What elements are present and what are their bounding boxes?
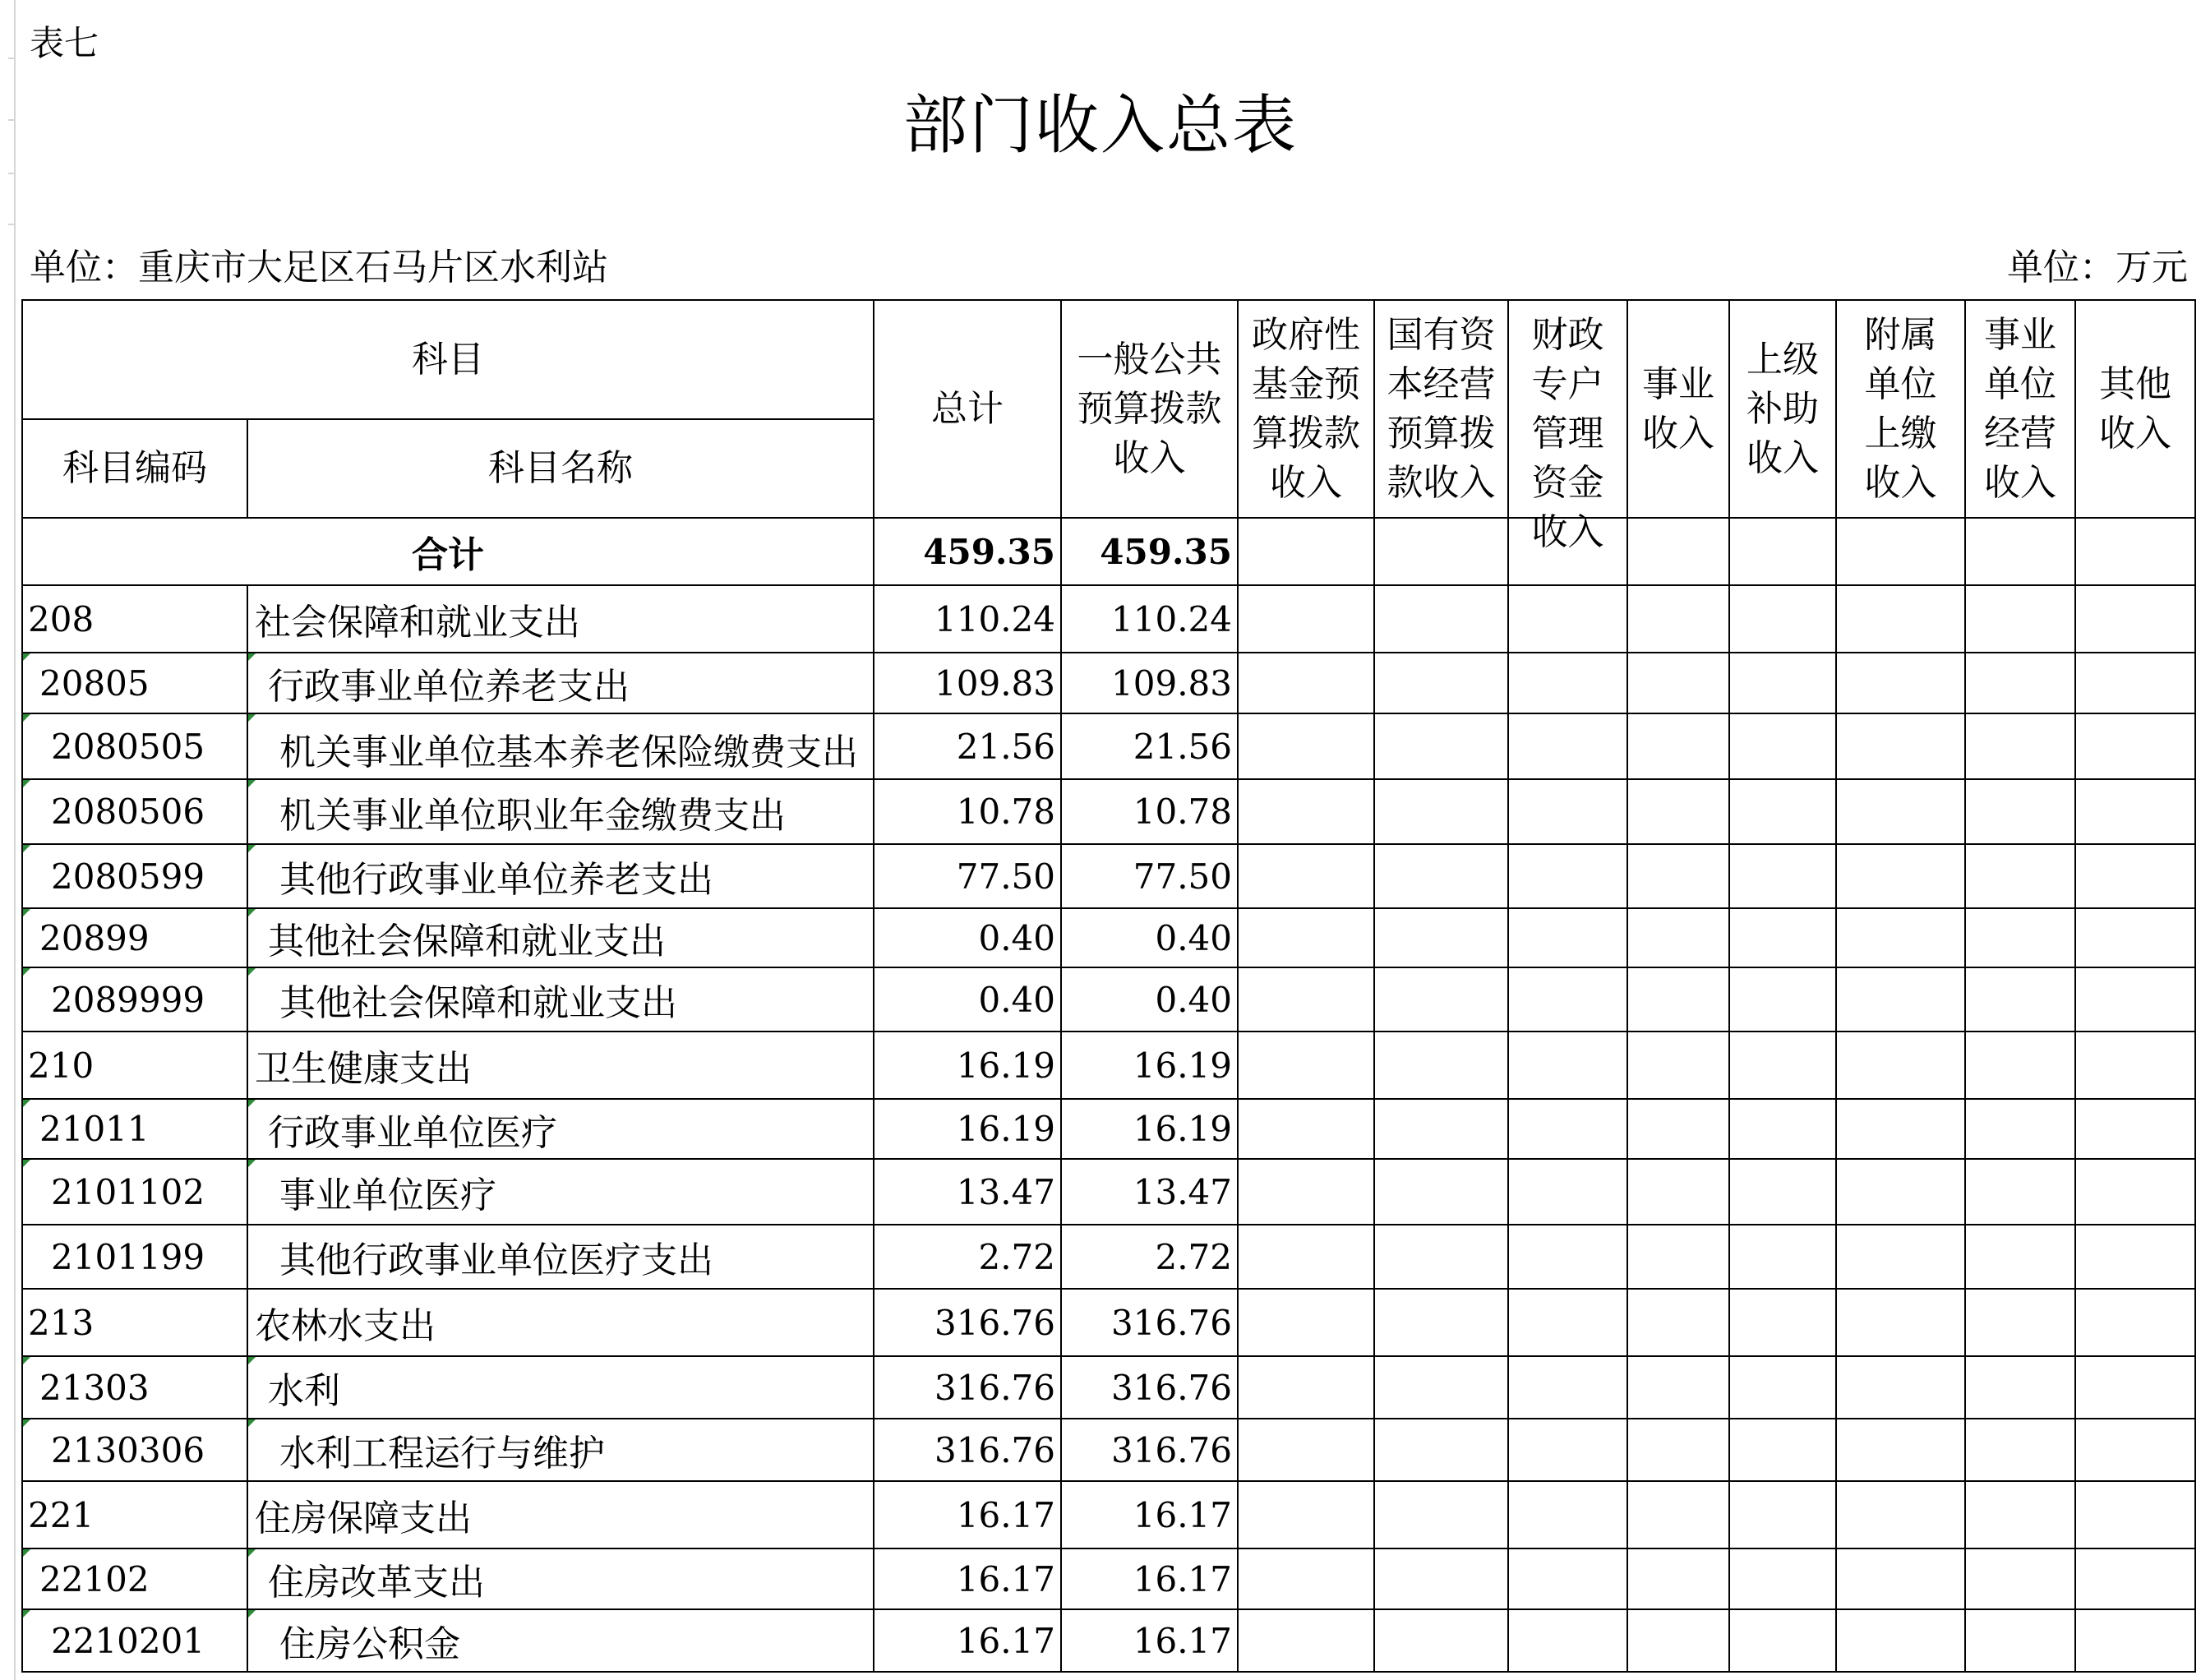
empty-cell — [1238, 844, 1374, 908]
empty-cell — [1374, 1032, 1508, 1099]
empty-cell — [1836, 585, 1965, 653]
header-business-income: 事业收入 — [1627, 300, 1729, 518]
empty-cell — [1374, 1159, 1508, 1225]
general-budget-cell: 316.76 — [1061, 1289, 1238, 1356]
empty-cell — [1729, 1548, 1836, 1609]
empty-cell — [1729, 779, 1836, 844]
header-affiliated-payment: 附属单位上缴收入 — [1836, 300, 1965, 518]
general-budget-cell: 2.72 — [1061, 1225, 1238, 1289]
table-row — [22, 1356, 2195, 1419]
header-subject: 科目 — [22, 300, 874, 419]
empty-cell — [1238, 908, 1374, 967]
empty-cell — [1836, 1159, 1965, 1225]
header-fiscal-special: 财政专户管理资金收入 — [1508, 300, 1627, 518]
empty-cell — [1374, 1609, 1508, 1672]
empty-cell — [1374, 1356, 1508, 1419]
sheet-gutter — [14, 0, 16, 1680]
empty-cell — [1729, 1159, 1836, 1225]
empty-cell — [1729, 1356, 1836, 1419]
empty-cell — [1508, 1481, 1627, 1548]
empty-cell — [1627, 967, 1729, 1032]
empty-cell — [2075, 1099, 2195, 1159]
total-cell: 16.19 — [874, 1099, 1061, 1159]
subject-name-cell: 事业单位医疗 — [247, 1159, 874, 1225]
header-gov-fund: 政府性基金预算拨款收入 — [1238, 300, 1374, 518]
table-row — [22, 585, 2195, 653]
subject-name-cell: 其他社会保障和就业支出 — [247, 967, 874, 1032]
empty-cell — [1729, 1032, 1836, 1099]
general-budget-cell: 0.40 — [1061, 908, 1238, 967]
empty-cell — [1508, 1356, 1627, 1419]
empty-cell — [2075, 1356, 2195, 1419]
total-cell: 0.40 — [874, 908, 1061, 967]
empty-cell — [1374, 1289, 1508, 1356]
empty-cell — [1627, 1099, 1729, 1159]
table-row — [22, 1609, 2195, 1672]
subject-name-cell: 其他行政事业单位养老支出 — [247, 844, 874, 908]
unit-currency: 单位：万元 — [2007, 247, 2188, 288]
empty-cell — [1627, 518, 1729, 585]
empty-cell — [1508, 967, 1627, 1032]
empty-cell — [1627, 1609, 1729, 1672]
subject-name-cell: 农林水支出 — [247, 1289, 874, 1356]
empty-cell — [2075, 1419, 2195, 1481]
empty-cell — [1374, 908, 1508, 967]
general-budget-cell: 16.19 — [1061, 1099, 1238, 1159]
general-budget-cell: 16.17 — [1061, 1481, 1238, 1548]
empty-cell — [1627, 908, 1729, 967]
empty-cell — [2075, 1481, 2195, 1548]
subject-name-cell: 水利 — [247, 1356, 874, 1419]
subject-name-cell: 水利工程运行与维护 — [247, 1419, 874, 1481]
empty-cell — [1965, 1609, 2075, 1672]
empty-cell — [1729, 653, 1836, 713]
total-row-general-budget: 459.35 — [1061, 518, 1238, 585]
subject-name-cell: 机关事业单位职业年金缴费支出 — [247, 779, 874, 844]
empty-cell — [1965, 967, 2075, 1032]
subject-name-cell: 其他行政事业单位医疗支出 — [247, 1225, 874, 1289]
total-row-label: 合计 — [22, 518, 874, 585]
empty-cell — [1374, 1225, 1508, 1289]
empty-cell — [1965, 653, 2075, 713]
empty-cell — [1836, 653, 1965, 713]
empty-cell — [1836, 908, 1965, 967]
empty-cell — [2075, 653, 2195, 713]
empty-cell — [1965, 1356, 2075, 1419]
table-row — [22, 967, 2195, 1032]
empty-cell — [1374, 1099, 1508, 1159]
empty-cell — [2075, 713, 2195, 779]
empty-cell — [1836, 1356, 1965, 1419]
empty-cell — [1836, 518, 1965, 585]
empty-cell — [1627, 844, 1729, 908]
table-row — [22, 713, 2195, 779]
empty-cell — [2075, 1289, 2195, 1356]
empty-cell — [1965, 1481, 2075, 1548]
subject-name-cell: 住房保障支出 — [247, 1481, 874, 1548]
empty-cell — [1508, 585, 1627, 653]
empty-cell — [1627, 1289, 1729, 1356]
empty-cell — [1508, 1548, 1627, 1609]
empty-cell — [1238, 967, 1374, 1032]
total-cell: 77.50 — [874, 844, 1061, 908]
total-cell: 16.17 — [874, 1609, 1061, 1672]
empty-cell — [1238, 1225, 1374, 1289]
empty-cell — [2075, 585, 2195, 653]
subject-code-cell: 2080599 — [22, 844, 247, 908]
empty-cell — [1836, 1609, 1965, 1672]
subject-name-cell: 行政事业单位养老支出 — [247, 653, 874, 713]
empty-cell — [1238, 779, 1374, 844]
empty-cell — [1965, 585, 2075, 653]
empty-cell — [1965, 1419, 2075, 1481]
empty-cell — [1508, 1609, 1627, 1672]
subject-name-text: 机关事业单位基本养老保险缴费支出 — [279, 732, 858, 773]
empty-cell — [1836, 1225, 1965, 1289]
empty-cell — [2075, 1225, 2195, 1289]
empty-cell — [1238, 1356, 1374, 1419]
empty-cell — [1965, 1289, 2075, 1356]
empty-cell — [1238, 585, 1374, 653]
empty-cell — [1508, 1225, 1627, 1289]
empty-cell — [1836, 844, 1965, 908]
empty-cell — [1965, 779, 2075, 844]
table-row — [22, 1225, 2195, 1289]
gutter-tick — [8, 224, 15, 225]
empty-cell — [1627, 1419, 1729, 1481]
empty-cell — [1627, 713, 1729, 779]
empty-cell — [1508, 844, 1627, 908]
gutter-tick — [8, 58, 15, 59]
empty-cell — [1238, 1159, 1374, 1225]
header-general-budget: 一般公共预算拨款收入 — [1061, 300, 1238, 518]
subject-name-cell: 住房公积金 — [247, 1609, 874, 1672]
total-cell: 316.76 — [874, 1356, 1061, 1419]
empty-cell — [1729, 908, 1836, 967]
subject-code-cell: 2130306 — [22, 1419, 247, 1481]
subject-code-cell: 2101102 — [22, 1159, 247, 1225]
empty-cell — [1238, 1099, 1374, 1159]
empty-cell — [1836, 1032, 1965, 1099]
empty-cell — [1374, 585, 1508, 653]
empty-cell — [1627, 1225, 1729, 1289]
subject-code-cell: 21303 — [22, 1356, 247, 1419]
subject-code-cell: 2210201 — [22, 1609, 247, 1672]
empty-cell — [2075, 1609, 2195, 1672]
header-subject-code: 科目编码 — [22, 419, 247, 518]
header-subject-name: 科目名称 — [247, 419, 874, 518]
subject-name-cell: 行政事业单位医疗 — [247, 1099, 874, 1159]
empty-cell — [1374, 653, 1508, 713]
empty-cell — [1508, 653, 1627, 713]
empty-cell — [2075, 908, 2195, 967]
general-budget-cell: 13.47 — [1061, 1159, 1238, 1225]
total-cell: 16.17 — [874, 1548, 1061, 1609]
table-row — [22, 779, 2195, 844]
empty-cell — [1729, 713, 1836, 779]
header-other-income: 其他收入 — [2075, 300, 2195, 518]
empty-cell — [1508, 1159, 1627, 1225]
empty-cell — [1729, 844, 1836, 908]
total-cell: 110.24 — [874, 585, 1061, 653]
empty-cell — [1965, 1099, 2075, 1159]
subject-code-cell: 210 — [22, 1032, 247, 1099]
empty-cell — [1729, 1225, 1836, 1289]
empty-cell — [1238, 1032, 1374, 1099]
table-row — [22, 1419, 2195, 1481]
table-row — [22, 844, 2195, 908]
general-budget-cell: 21.56 — [1061, 713, 1238, 779]
total-row-total: 459.35 — [874, 518, 1061, 585]
empty-cell — [1965, 908, 2075, 967]
empty-cell — [1508, 1289, 1627, 1356]
empty-cell — [1627, 779, 1729, 844]
empty-cell — [1627, 1159, 1729, 1225]
empty-cell — [1729, 1289, 1836, 1356]
empty-cell — [1965, 518, 2075, 585]
empty-cell — [1729, 1609, 1836, 1672]
empty-cell — [1729, 1099, 1836, 1159]
table-row — [22, 1481, 2195, 1548]
empty-cell — [1374, 1481, 1508, 1548]
subject-code-cell: 213 — [22, 1289, 247, 1356]
general-budget-cell: 109.83 — [1061, 653, 1238, 713]
table-row — [22, 908, 2195, 967]
empty-cell — [1836, 1548, 1965, 1609]
subject-code-cell: 2089999 — [22, 967, 247, 1032]
empty-cell — [1729, 1419, 1836, 1481]
subject-name-cell: 住房改革支出 — [247, 1548, 874, 1609]
general-budget-cell: 316.76 — [1061, 1356, 1238, 1419]
empty-cell — [1836, 1289, 1965, 1356]
empty-cell — [1374, 967, 1508, 1032]
empty-cell — [1965, 1032, 2075, 1099]
empty-cell — [1627, 1548, 1729, 1609]
header-superior-subsidy: 上级补助收入 — [1729, 300, 1836, 518]
total-cell: 0.40 — [874, 967, 1061, 1032]
general-budget-cell: 10.78 — [1061, 779, 1238, 844]
empty-cell — [1729, 967, 1836, 1032]
empty-cell — [1238, 1481, 1374, 1548]
empty-cell — [1729, 518, 1836, 585]
empty-cell — [1836, 779, 1965, 844]
table-row — [22, 1159, 2195, 1225]
empty-cell — [1836, 1099, 1965, 1159]
empty-cell — [1238, 518, 1374, 585]
sheet-label: 表七 — [30, 23, 99, 63]
empty-cell — [1965, 1548, 2075, 1609]
general-budget-cell: 110.24 — [1061, 585, 1238, 653]
empty-cell — [1508, 908, 1627, 967]
header-total: 总计 — [874, 300, 1061, 518]
table-row — [22, 1099, 2195, 1159]
unit-organization: 单位：重庆市大足区石马片区水利站 — [30, 247, 608, 288]
empty-cell — [1627, 1356, 1729, 1419]
total-cell: 21.56 — [874, 713, 1061, 779]
empty-cell — [1627, 653, 1729, 713]
empty-cell — [1508, 779, 1627, 844]
general-budget-cell: 16.19 — [1061, 1032, 1238, 1099]
general-budget-cell: 77.50 — [1061, 844, 1238, 908]
empty-cell — [2075, 967, 2195, 1032]
empty-cell — [1508, 713, 1627, 779]
empty-cell — [2075, 1032, 2195, 1099]
header-operating-income: 事业单位经营收入 — [1965, 300, 2075, 518]
empty-cell — [1238, 653, 1374, 713]
empty-cell — [1836, 967, 1965, 1032]
subject-name-cell: 其他社会保障和就业支出 — [247, 908, 874, 967]
empty-cell — [1374, 1548, 1508, 1609]
empty-cell — [1965, 713, 2075, 779]
empty-cell — [1627, 1481, 1729, 1548]
general-budget-cell: 16.17 — [1061, 1609, 1238, 1672]
total-cell: 13.47 — [874, 1159, 1061, 1225]
table-body — [22, 518, 2195, 1672]
empty-cell — [1508, 1099, 1627, 1159]
total-cell: 16.19 — [874, 1032, 1061, 1099]
subject-name-cell: 社会保障和就业支出 — [247, 585, 874, 653]
empty-cell — [1627, 1032, 1729, 1099]
empty-cell — [1238, 1609, 1374, 1672]
subject-code-cell: 2080506 — [22, 779, 247, 844]
subject-code-cell: 22102 — [22, 1548, 247, 1609]
subject-name-cell: 卫生健康支出 — [247, 1032, 874, 1099]
table-row — [22, 653, 2195, 713]
empty-cell — [1374, 518, 1508, 585]
empty-cell — [1508, 1419, 1627, 1481]
empty-cell — [1836, 713, 1965, 779]
empty-cell — [1729, 585, 1836, 653]
subject-code-cell: 221 — [22, 1481, 247, 1548]
empty-cell — [1238, 713, 1374, 779]
subject-code-cell: 20899 — [22, 908, 247, 967]
gutter-tick — [8, 173, 15, 174]
empty-cell — [2075, 518, 2195, 585]
empty-cell — [1374, 779, 1508, 844]
empty-cell — [1836, 1419, 1965, 1481]
subject-code-cell: 21011 — [22, 1099, 247, 1159]
page-title: 部门收入总表 — [902, 89, 1298, 163]
total-cell: 316.76 — [874, 1419, 1061, 1481]
subject-code-cell: 2080505 — [22, 713, 247, 779]
header-state-capital: 国有资本经营预算拨款收入 — [1374, 300, 1508, 518]
total-cell: 16.17 — [874, 1481, 1061, 1548]
total-cell: 2.72 — [874, 1225, 1061, 1289]
table-row — [22, 1548, 2195, 1609]
subject-name-cell — [247, 713, 874, 779]
subject-code-cell: 20805 — [22, 653, 247, 713]
empty-cell — [1729, 1481, 1836, 1548]
empty-cell — [2075, 844, 2195, 908]
table-row — [22, 1289, 2195, 1356]
empty-cell — [1965, 1159, 2075, 1225]
empty-cell — [1836, 1481, 1965, 1548]
empty-cell — [1965, 1225, 2075, 1289]
empty-cell — [1374, 713, 1508, 779]
empty-cell — [2075, 779, 2195, 844]
subject-code-cell: 208 — [22, 585, 247, 653]
income-summary-table — [21, 299, 2196, 1673]
total-row — [22, 518, 2195, 585]
general-budget-cell: 16.17 — [1061, 1548, 1238, 1609]
empty-cell — [1238, 1289, 1374, 1356]
empty-cell — [2075, 1159, 2195, 1225]
empty-cell — [1627, 585, 1729, 653]
empty-cell — [1374, 844, 1508, 908]
empty-cell — [1508, 1032, 1627, 1099]
subject-code-cell: 2101199 — [22, 1225, 247, 1289]
total-cell: 109.83 — [874, 653, 1061, 713]
general-budget-cell: 0.40 — [1061, 967, 1238, 1032]
empty-cell — [1965, 844, 2075, 908]
empty-cell — [1238, 1548, 1374, 1609]
general-budget-cell: 316.76 — [1061, 1419, 1238, 1481]
total-cell: 10.78 — [874, 779, 1061, 844]
empty-cell — [1238, 1419, 1374, 1481]
table-row — [22, 1032, 2195, 1099]
empty-cell — [2075, 1548, 2195, 1609]
total-cell: 316.76 — [874, 1289, 1061, 1356]
empty-cell — [1374, 1419, 1508, 1481]
